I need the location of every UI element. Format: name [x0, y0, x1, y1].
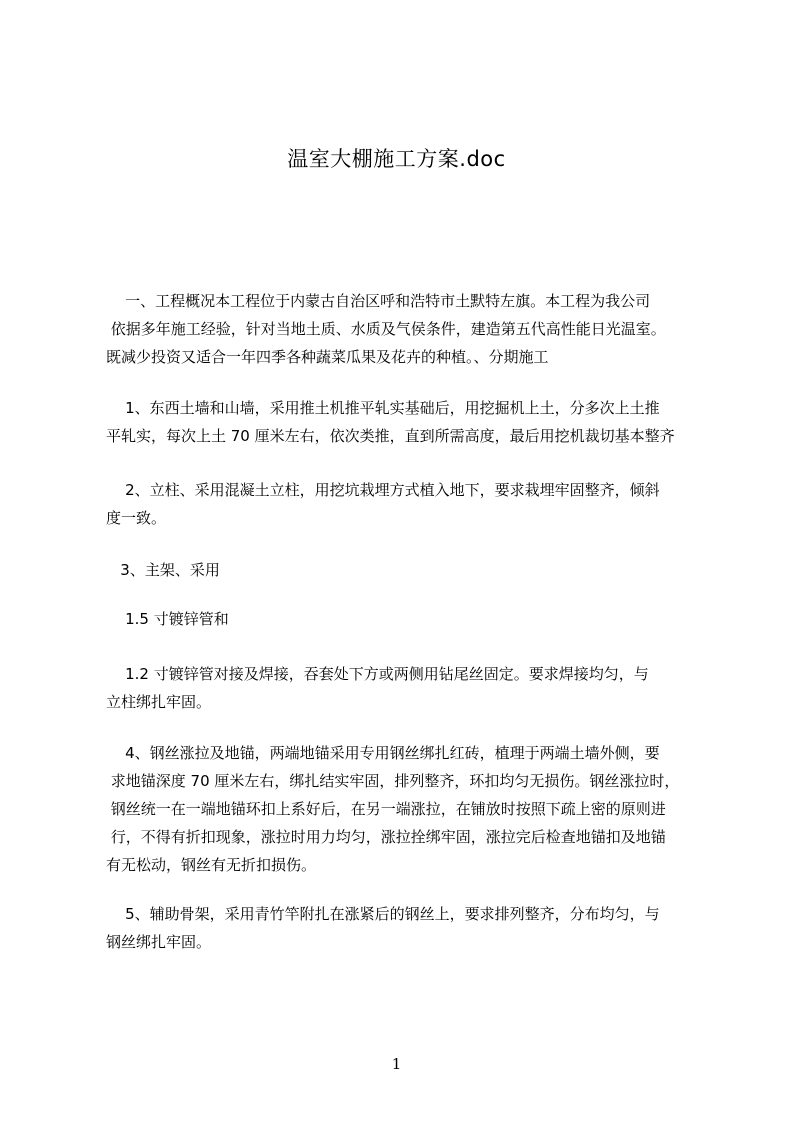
text-line: 1.5 寸镀锌管和 [106, 610, 229, 628]
text-line: 行，不得有折扣现象，涨拉时用力均匀，涨拉拴绑牢固，涨拉完后检查地锚扣及地锚 [106, 828, 666, 846]
text-line: 度一致。 [106, 509, 167, 527]
paragraph-columns [106, 476, 706, 532]
text-line: 既减少投资又适合一年四季各种蔬菜瓜果及花卉的种植。、分期施工 [106, 348, 549, 366]
text-line: 1、东西土墙和山墙，采用推土机推平轧实基础后，用挖掘机上土，分多次上土推 [106, 399, 660, 417]
paragraph-auxiliary-frame [106, 900, 706, 956]
text-line: 依据多年施工经验，针对当地土质、水质及气侯条件，建造第五代高性能日光温室。 [106, 320, 666, 338]
paragraph-steel-wire [106, 739, 706, 879]
paragraph-earth-walls [106, 394, 706, 450]
text-line: 1.2 寸镀锌管对接及焊接，吞套处下方或两侧用钻尾丝固定。要求焊接均匀，与 [106, 665, 649, 683]
text-line: 4、钢丝涨拉及地锚，两端地锚采用专用钢丝绑扎红砖，植理于两端土墙外侧，要 [106, 744, 660, 762]
paragraph-pipe-1-5 [106, 605, 706, 633]
paragraph-pipe-1-2 [106, 660, 706, 716]
text-line: 3、主架、采用 [106, 561, 220, 579]
text-line: 有无松动，钢丝有无折扣损伤。 [106, 856, 317, 874]
text-line: 求地锚深度 70 厘米左右，绑扎结实牢固，排列整齐，环扣均匀无损伤。钢丝涨拉时， [106, 772, 680, 790]
text-line: 平轧实，每次上土 70 厘米左右，依次类推，直到所需高度，最后用挖机裁切基本整齐 [106, 427, 675, 445]
text-line: 立柱绑扎牢固。 [106, 693, 212, 711]
text-line: 钢丝绑扎牢固。 [106, 933, 212, 951]
paragraph-overview [106, 287, 706, 371]
text-line: 一、工程概况本工程位于内蒙古自治区呼和浩特市土默特左旗。本工程为我公司 [106, 292, 651, 310]
page-number: 1 [391, 1055, 402, 1073]
document-title: 温室大棚施工方案.doc [287, 147, 506, 171]
text-line: 5、辅助骨架，采用青竹竿附扎在涨紧后的钢丝上，要求排列整齐，分布均匀，与 [106, 905, 660, 923]
text-line: 2、立柱、采用混凝土立柱，用挖坑栽埋方式植入地下，要求栽埋牢固整齐，倾斜 [106, 481, 660, 499]
text-line: 钢丝统一在一端地锚环扣上系好后，在另一端涨拉，在铺放时按照下疏上密的原则进 [106, 800, 666, 818]
paragraph-main-frame [106, 556, 706, 584]
